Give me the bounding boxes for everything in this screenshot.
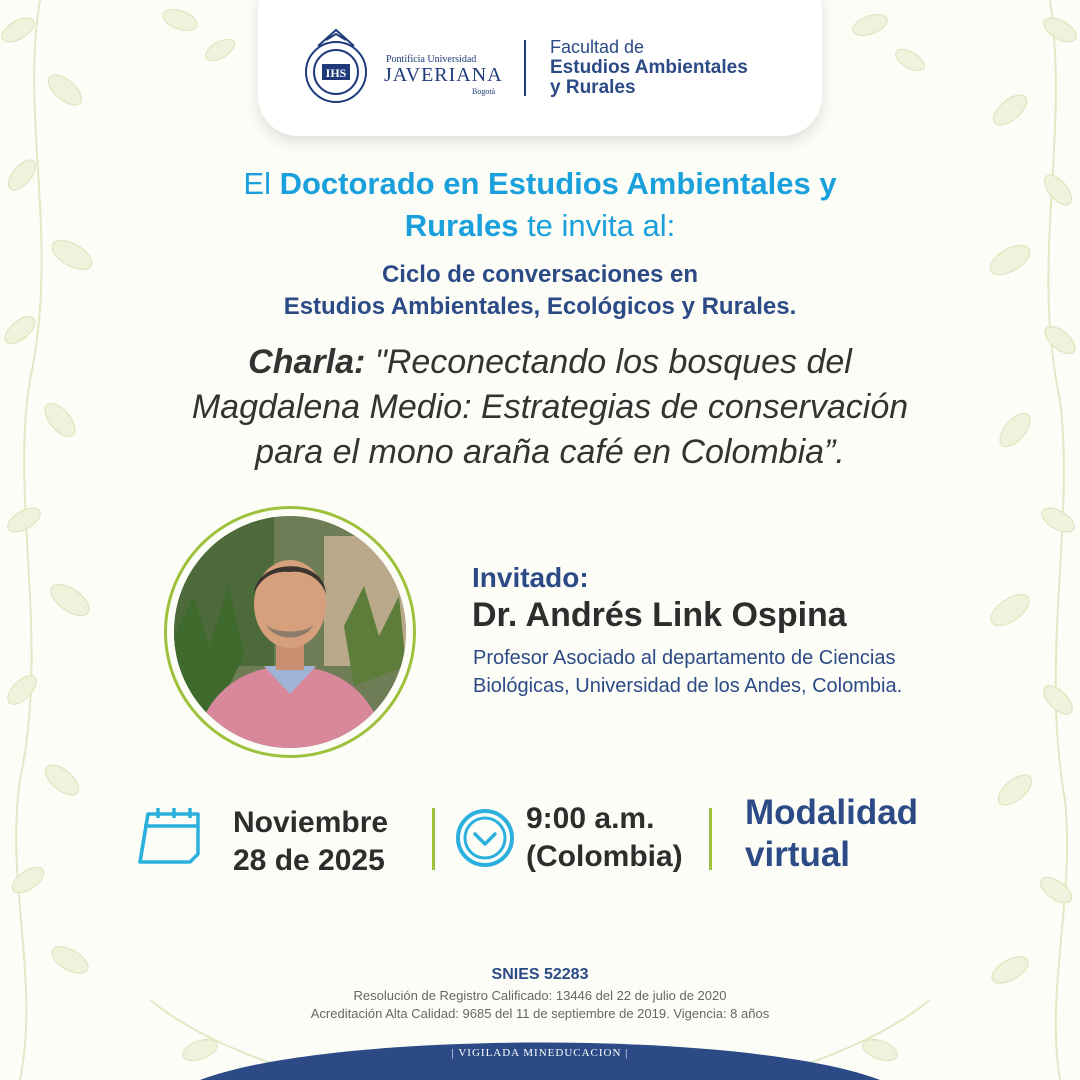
university-name: JAVERIANA <box>384 64 503 86</box>
divider-1 <box>432 808 435 870</box>
header-divider <box>524 40 526 96</box>
snies-code: SNIES 52283 <box>491 966 589 983</box>
program-name-part2: Rurales <box>404 208 519 243</box>
event-date <box>233 804 388 880</box>
university-small-label: Pontificia Universidad <box>386 54 477 65</box>
date-line-2: 28 de 2025 <box>233 844 385 877</box>
time-line-1: 9:00 a.m. <box>526 802 655 835</box>
mode-line-1: Modalidad <box>745 793 919 832</box>
program-name-part1: Doctorado en Estudios Ambientales y <box>279 166 837 201</box>
event-modality <box>745 792 918 876</box>
faculty-line-2: Estudios Ambientales <box>550 57 748 78</box>
university-city: Bogotá <box>472 87 496 96</box>
invite-prefix: El <box>243 166 280 201</box>
invite-line-2 <box>0 204 1080 248</box>
invite-suffix: te invita al: <box>518 208 676 243</box>
event-time <box>526 800 683 876</box>
cycle-line-2: Estudios Ambientales, Ecológicos y Rurales. <box>283 293 797 320</box>
guest-label: Invitado: <box>472 562 589 593</box>
faculty-line-3: y Rurales <box>550 77 636 98</box>
accreditation-text: Acreditación Alta Calidad: 9685 del 11 de septiembre de 2019. Vigencia: 8 años <box>310 1006 770 1021</box>
faculty-line-1: Facultad de <box>550 37 645 57</box>
guest-role-line-2: Biológicas, Universidad de los Andes, Colombia. <box>473 675 903 697</box>
guest-photo <box>174 516 406 748</box>
talk-label: Charla: <box>248 343 366 381</box>
javeriana-crest-icon <box>296 26 376 106</box>
svg-text:IHS: IHS <box>325 66 347 80</box>
divider-2 <box>709 808 712 870</box>
time-line-2: (Colombia) <box>526 840 683 873</box>
resolution-text: Resolución de Registro Calificado: 13446 del 22 de julio de 2020 <box>353 988 727 1003</box>
guest-role <box>473 644 902 700</box>
guest-name: Dr. Andrés Link Ospina <box>472 596 847 634</box>
mode-line-2: virtual <box>745 835 851 874</box>
date-line-1: Noviembre <box>233 806 389 839</box>
vigilada-mineducacion: | VIGILADA MINEDUCACION | <box>451 1047 629 1059</box>
calendar-icon <box>136 806 202 864</box>
guest-role-line-1: Profesor Asociado al departamento de Ciencias <box>473 647 896 669</box>
talk-title-line-1 <box>0 340 1080 385</box>
invite-line-1 <box>0 162 1080 206</box>
talk-title-1: "Reconectando los bosques del <box>365 343 852 381</box>
talk-title-line-3: para el mono araña café en Colombia”. <box>255 433 845 471</box>
clock-icon <box>455 808 515 868</box>
talk-title-line-2: Magdalena Medio: Estrategias de conservación <box>191 388 909 426</box>
cycle-line-1: Ciclo de conversaciones en <box>381 261 699 288</box>
